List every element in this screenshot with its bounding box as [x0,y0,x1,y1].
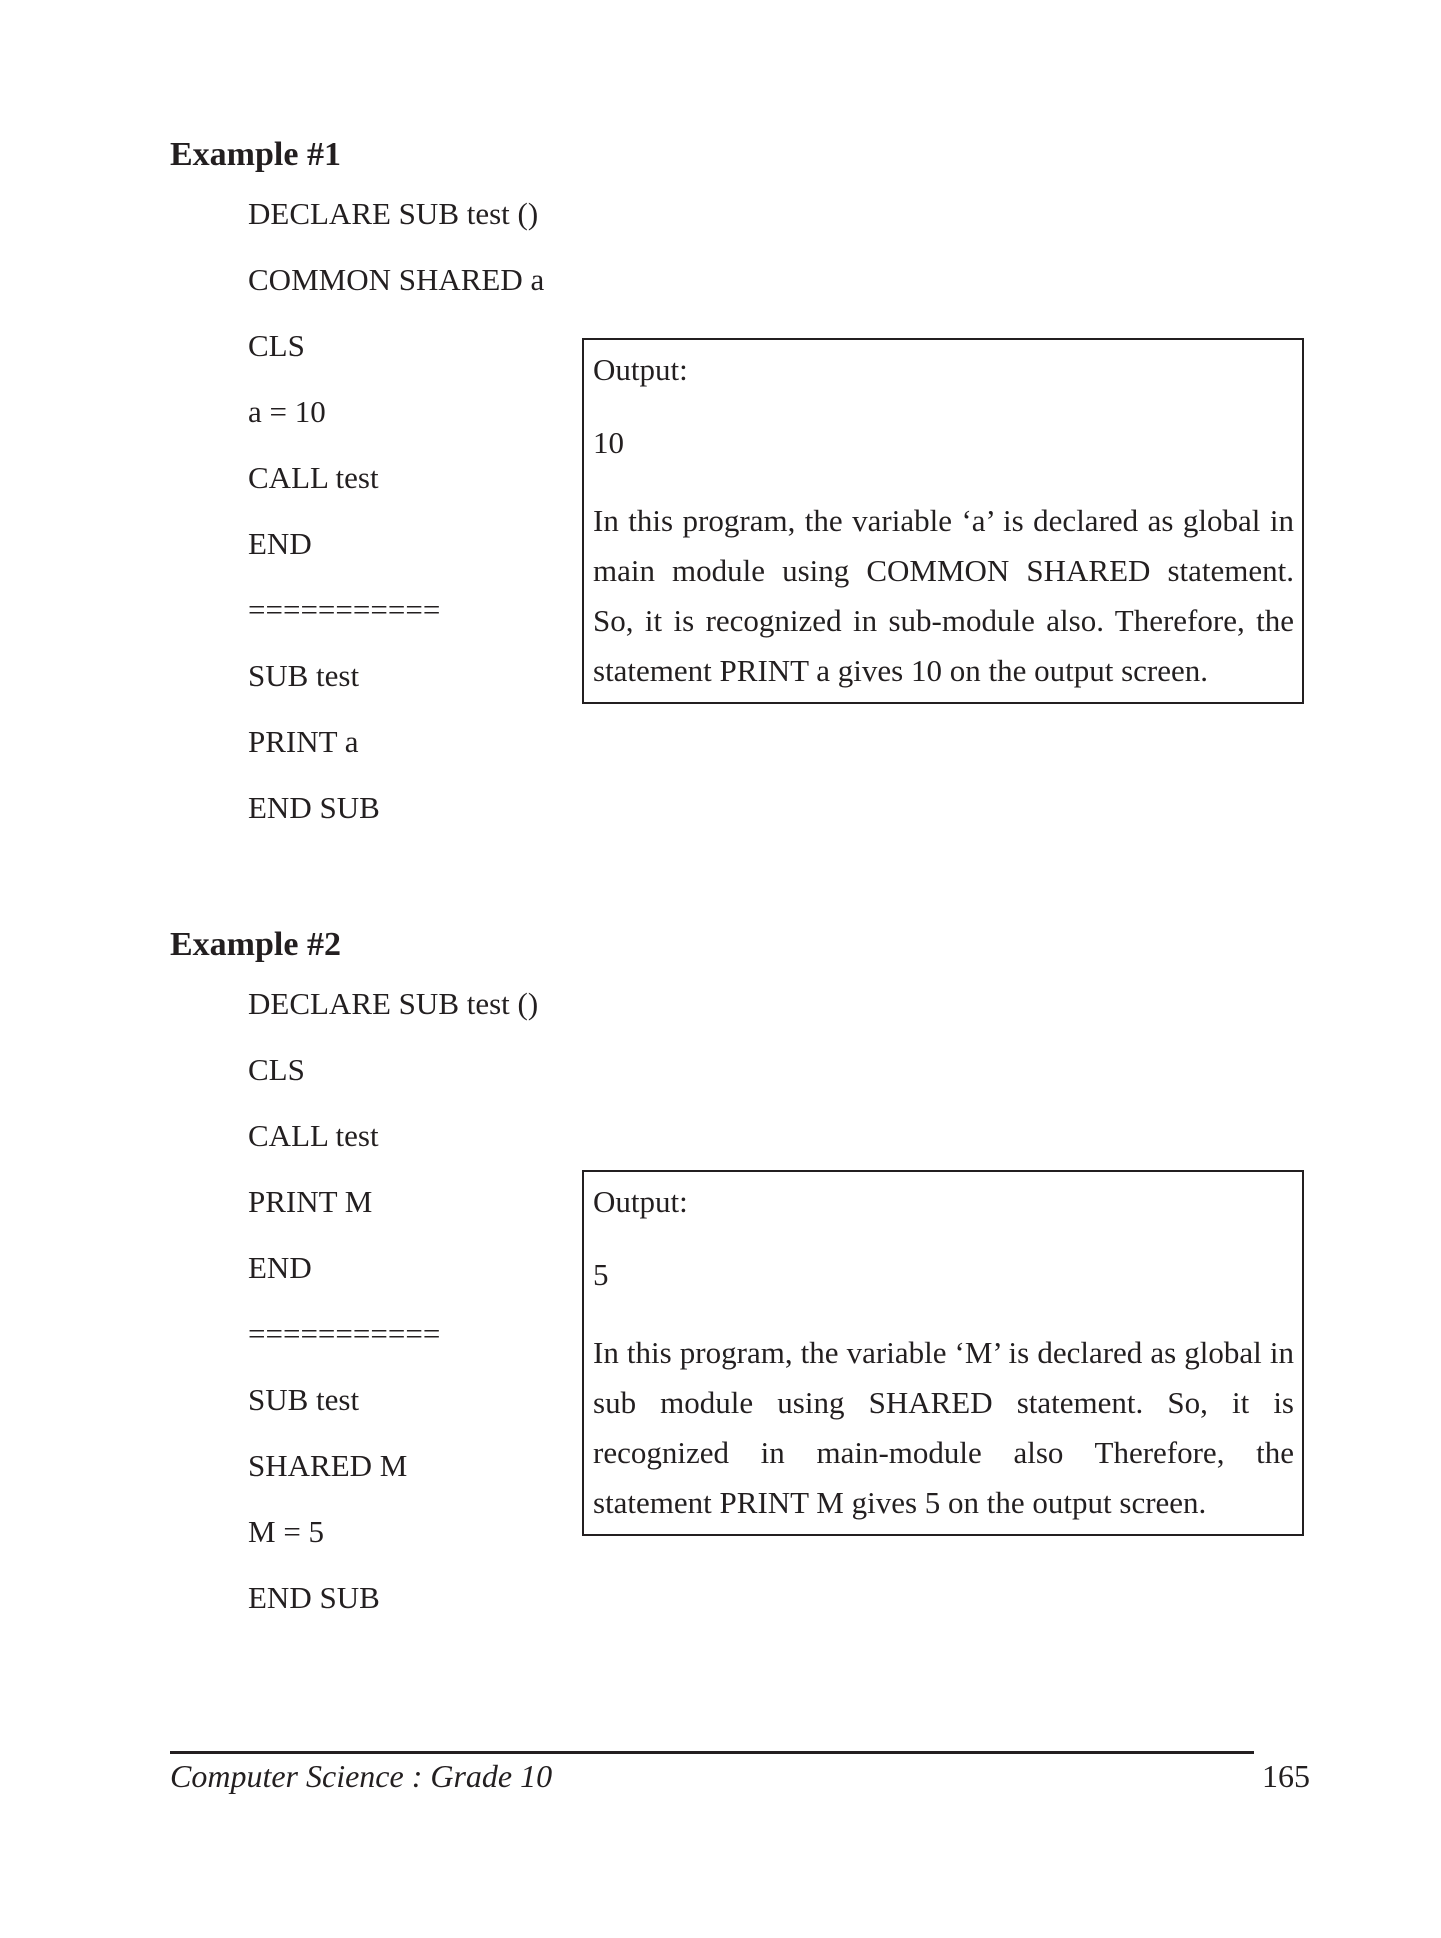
page-number: 165 [1262,1758,1310,1794]
code-line: CALL test [248,460,379,495]
code-line: END SUB [248,1580,380,1615]
code-line: END [248,526,312,561]
code-line: a = 10 [248,394,326,429]
code-line: END SUB [248,790,380,825]
example-2-output-box [582,1170,1304,1536]
output-label: Output: [593,1184,688,1219]
code-line: PRINT M [248,1184,373,1219]
example-1-heading: Example #1 [170,136,341,173]
footer-title: Computer Science : Grade 10 [170,1758,553,1794]
example-2-heading: Example #2 [170,926,341,963]
code-line: =========== [248,1316,441,1351]
code-line: SHARED M [248,1448,408,1483]
output-explanation: In this program, the variable ‘a’ is declared as global in main module using COMMON SHARED statement. So, it is recognized in sub-module also. Therefore, the statement PRINT a gives 10 on the output screen. [593,503,1294,688]
code-line: CALL test [248,1118,379,1153]
code-line: DECLARE SUB test () [248,196,539,231]
code-line: SUB test [248,658,360,693]
code-line: END [248,1250,312,1285]
footer-divider [170,1751,1254,1754]
code-line: =========== [248,592,441,627]
output-value: 5 [593,1257,609,1292]
example-2-code-block [248,984,538,1644]
code-line: COMMON SHARED a [248,262,545,297]
output-value: 10 [593,425,624,460]
code-line: SUB test [248,1382,360,1417]
output-explanation: In this program, the variable ‘M’ is declared as global in sub module using SHARED statement. So, it is recognized in main-module also Therefore, the statement PRINT M gives 5 on the output screen. [593,1335,1294,1520]
example-1-code-block [248,194,544,854]
code-line: M = 5 [248,1514,325,1549]
code-line: PRINT a [248,724,359,759]
output-label: Output: [593,352,688,387]
code-line: DECLARE SUB test () [248,986,539,1021]
example-1-output-box [582,338,1304,704]
code-line: CLS [248,328,305,363]
code-line: CLS [248,1052,305,1087]
